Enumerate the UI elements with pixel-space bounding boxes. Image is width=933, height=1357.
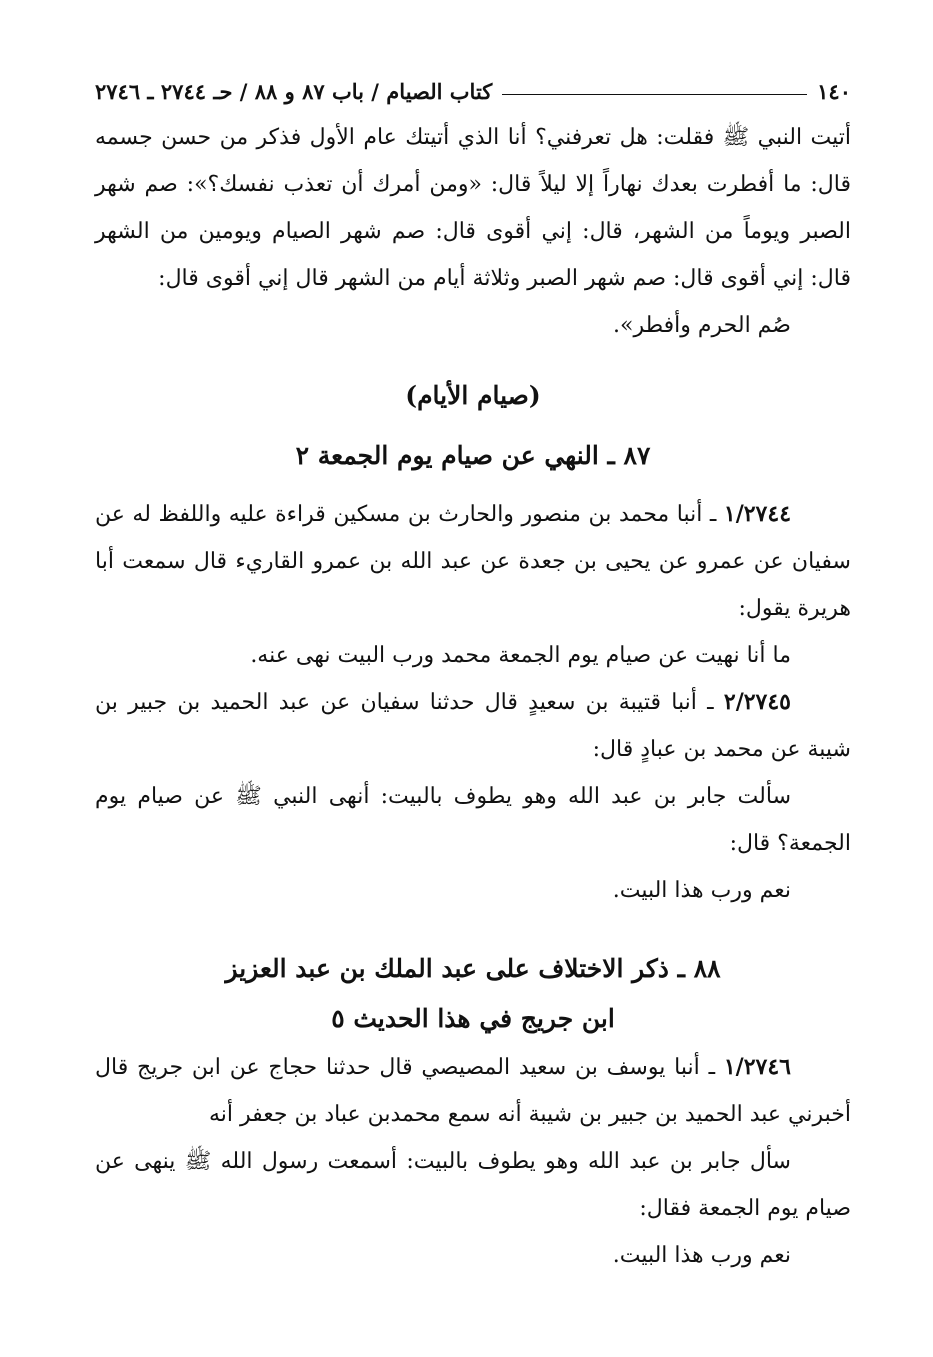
hadith-2745-isnad-text: ـ أنبا قتيبة بن سعيدٍ قال حدثنا سفيان عن عبد الحميد بن جبير بن شيبة عن محمد بن عبادٍ قال:: [95, 690, 851, 762]
chapter-88-title-line2: ابن جريج في هذا الحديث ٥: [331, 1004, 615, 1033]
running-header: [95, 70, 851, 114]
intro-end: صُم الحرم وأفطر».: [613, 313, 791, 338]
hadith-2746-isnad-text: ـ أنبا يوسف بن سعيد المصيصي قال حدثنا حجاج عن ابن جريج قال أخبرني عبد الحميد بن جبير بن شيبة أنه سمع محمدبن عباد بن جعفر أنه: [95, 1055, 851, 1127]
page-number: ١٤٠: [817, 79, 851, 104]
hadith-2744-isnad: [95, 491, 851, 632]
hadith-2746-number: ١/٢٧٤٦: [723, 1054, 791, 1080]
hadith-2744-isnad-text: ـ أنبا محمد بن منصور والحارث بن مسكين قراءة عليه واللفظ له عن سفيان عن عمرو عن يحيى بن جعدة عن عبد الله بن عمرو القاريء قال سمعت أبا هريرة يقول:: [95, 502, 851, 621]
hadith-2745-answer: نعم ورب هذا البيت.: [612, 878, 791, 903]
hadith-2745-isnad: [95, 679, 851, 773]
hadith-2746-isnad: [95, 1044, 851, 1138]
hadith-2746-answer: نعم ورب هذا البيت.: [612, 1243, 791, 1268]
hadith-2744-matn: ما أنا نهيت عن صيام يوم الجمعة محمد ورب البيت نهى عنه.: [250, 643, 791, 668]
chapter-88-title-line1: ٨٨ ـ ذكر الاختلاف على عبد الملك بن عبد العزيز: [225, 954, 721, 983]
running-title: كتاب الصيام / باب ٨٧ و ٨٨ / حـ ٢٧٤٤ ـ ٢٧٤٦: [95, 79, 493, 104]
book-page: [95, 70, 851, 1279]
hadith-2745-number: ٢/٢٧٤٥: [723, 689, 791, 715]
section-heading: (صيام الأيام): [405, 381, 541, 410]
hadith-2744-number: ١/٢٧٤٤: [723, 501, 792, 527]
chapter-87-title: ٨٧ ـ النهي عن صيام يوم الجمعة ٢: [295, 441, 651, 470]
hadith-2746-matn: سأل جابر بن عبد الله وهو يطوف بالبيت: أسمعت رسول الله ﷺ ينهى عن صيام يوم الجمعة فقال:: [95, 1149, 851, 1221]
hadith-2745-matn: سألت جابر بن عبد الله وهو يطوف بالبيت: أنهى النبي ﷺ عن صيام يوم الجمعة؟ قال:: [95, 784, 851, 856]
header-rule: [502, 94, 807, 95]
intro-paragraph: أتيت النبي ﷺ فقلت: هل تعرفني؟ أنا الذي أتيتك عام الأول فذكر من حسن جسمه قال: ما أفطرت بعدك نهاراً إلا ليلاً قال: «ومن أمرك أن تعذب نفسك؟»: صم شهر الصبر ويوماً من الشهر، قال: إني أقوى قال: صم شهر الصيام ويومين من الشهر قال: إني أقوى قال: صم شهر الصبر وثلاثة أيام من الشهر قال إني أقوى قال:: [95, 125, 851, 291]
